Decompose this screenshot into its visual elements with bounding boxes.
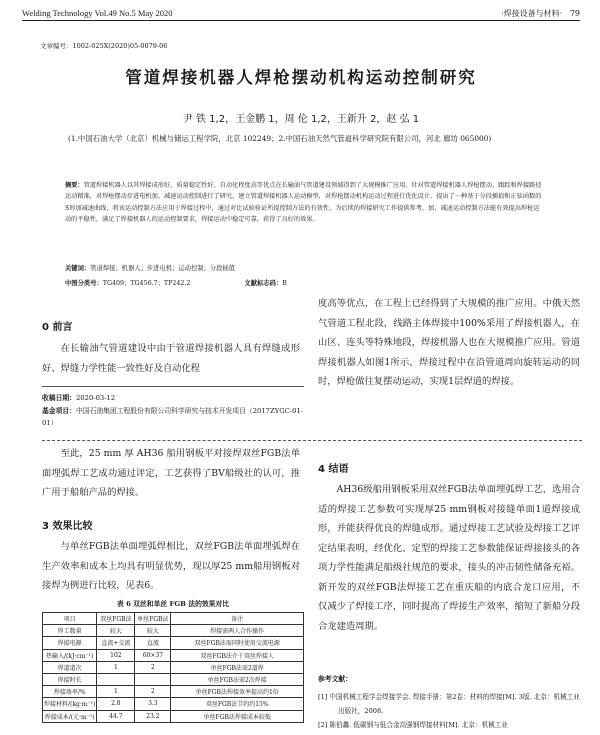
received-label: 收稿日期：: [42, 394, 76, 402]
right-top-text: [318, 294, 580, 392]
references-heading: 参考文献：: [318, 675, 352, 683]
section-and-page: [501, 8, 580, 19]
table-cell: 热输入/(kJ·cm⁻¹): [43, 649, 97, 661]
table-row: [43, 710, 304, 722]
page-number: 79: [569, 9, 580, 18]
table-row: [43, 637, 304, 649]
table-cell: 焊工数量: [43, 625, 97, 637]
table-cell: 23.2: [135, 710, 171, 722]
table-cell: 2: [135, 661, 171, 673]
table-cell: 焊接成本/(元·m⁻¹): [43, 710, 97, 722]
abstract-text: 管道焊接机器人以其焊接成形好、质量稳定性好、自动化程度高等优点在长输油气管道建设领域得到了大规模推广应用。针对管道焊接机器人焊枪摆动、跟踪和焊接路径运动精准，对焊枪摆动步进电机加、减速运动控制进行了研究。建立管道焊接机器人运动模型，对焊枪摆动机构运动过程进行优化设计，提出了一种基于分段插值和正弦函数的S形加减速曲线，将该运动控制方法应用于焊接过程中，通过对比试验验证所提控制方法的有效性，为后续的焊接研究工作提供参考，加、减速运动控制方法能有效提高焊枪运动的平稳性，满足了焊接机器人的运动控制要求，焊接运动中稳定可靠，获得了良好的效果。: [65, 182, 542, 224]
table-header-cell: 项目: [43, 613, 97, 625]
fund-text: 中国石油集团工程股份有限公司科学研究与技术开发项目（2017ZYGC-01-01）: [42, 406, 304, 427]
clc-text: TG409；TG456.7；TP242.2: [102, 280, 191, 287]
table-cell: 较大: [97, 625, 135, 637]
table-cell: 双丝FGB法节约约15%: [171, 698, 304, 710]
table-cell: 1: [97, 686, 135, 698]
table-cell: 双丝FGB法介于双丝焊接人: [171, 649, 304, 661]
reference-item: [1] 中国机械工程学会焊接学会. 焊接手册：第2卷：材料的焊接[M]. 3版. 北京：机械工业出版社，2008.: [318, 693, 580, 715]
keywords-text: 管道焊接；机器人；步进电机；运动控制；分段插值: [90, 265, 236, 272]
table-cell: 单丝FGB法需2次焊接: [171, 673, 304, 685]
article-number: 文章编号：1002-025X(2020)05-0079-06: [40, 42, 168, 50]
table-cell: 单丝FGB法需2道焊: [171, 661, 304, 673]
table-cell: 焊接电源: [43, 637, 97, 649]
table-row: [43, 661, 304, 673]
section-4: [318, 460, 580, 636]
section-0: [42, 318, 300, 378]
affiliation: (1.中国石油大学（北京）机械与储运工程学院，北京 102249；2.中国石油天然气管道科学研究院有限公司，河北 廊坊 065000): [68, 134, 492, 143]
table-cell: 1: [97, 661, 135, 673]
keywords-label: 关键词：: [65, 265, 91, 272]
table-header-cell: 单丝FGB法: [135, 613, 171, 625]
table-row: [43, 673, 304, 685]
table-row: [43, 649, 304, 661]
table-cell: 焊接时长: [43, 673, 97, 685]
keywords: [65, 263, 545, 272]
lower-left-text: [42, 444, 300, 503]
table-cell: 单丝FGB法焊接效率提高约1倍: [171, 686, 304, 698]
table-cell: 直流+交流: [97, 637, 135, 649]
fund-label: 基金项目：: [42, 406, 76, 415]
section-3-heading: 3 效果比较: [42, 521, 93, 532]
table-header-row: [43, 613, 304, 625]
table-cell: 102: [97, 649, 135, 661]
received-date: 2020-03-12: [75, 394, 116, 402]
table-row: [43, 625, 304, 637]
table-cell: 较大: [135, 625, 171, 637]
table-cell: 2: [135, 686, 171, 698]
table-cell: [97, 673, 135, 685]
table-header-cell: 双丝FGB法: [97, 613, 135, 625]
footnote-fund: [42, 386, 304, 430]
table-cell: 60×37: [135, 649, 171, 661]
right-top-paragraph: 度高等优点，在工程上已经得到了大规模的推广应用。中俄天然气管道工程北段，线路主体焊接中100%采用了焊接机器人，在山区、连头等特殊地段，焊接机器人也在大规模推广应用。管道焊接机器人如图1所示，焊接过程中在沿管道周向旋转运动的同时，焊枪做往复摆动运动，实现1层焊道的焊接。: [318, 298, 580, 387]
table-row: [43, 698, 304, 710]
section-0-heading: 0 前言: [42, 322, 73, 333]
section-4-paragraph: AH36级船用钢板采用双丝FGB法单面埋弧焊工艺，选用合适的焊接工艺参数可实现厚25 mm钢板对接缝单面1道焊接成形，并能获得优良的焊缝成形。通过焊接工艺试验及焊接工艺评定结果表明，经优化、定型的焊接工艺参数能保证焊接接头的各项力学性能满足船级社规范的要求，接头的冲击韧性储备充裕。新开发的双丝FGB法焊接工艺在重庆船的内底合龙口应用，不仅减少了焊接工序，同时提高了焊接生产效率，缩短了新船分段合龙建造周期。: [318, 484, 580, 632]
table-cell: 44.7: [97, 710, 135, 722]
paper-title: 管道焊接机器人焊枪摆动机构运动控制研究: [125, 68, 477, 87]
abstract: [65, 180, 545, 226]
section-0-paragraph: 在长输油气管道建设中由于管道焊接机器人具有焊缝成形好、焊缝力学性能一致性好及自动化程: [42, 343, 300, 374]
article-separator: [42, 440, 582, 441]
doc-code-label: 文献标志码：: [244, 280, 283, 287]
classification: [65, 278, 545, 287]
clc-label: 中图分类号：: [65, 280, 103, 287]
reference-item: [2] 陈伯蠡. 低碳钢与低合金高强钢焊接材料[M]. 北京：机械工业: [318, 721, 508, 729]
header-rule: [22, 20, 580, 21]
table-cell: 焊接效率/%: [43, 686, 97, 698]
section-3-paragraph: 与单丝FGB法单面埋弧焊相比，双丝FGB法单面埋弧焊在生产效率和成本上均具有明显优势，现以厚25 mm船用钢板对接焊为例进行比较，见表6。: [42, 541, 300, 591]
section-4-heading: 4 结语: [318, 464, 349, 475]
table-cell: 焊接材料/(kg·m⁻¹): [43, 698, 97, 710]
table-cell: 2.8: [97, 698, 135, 710]
table-6: [42, 612, 304, 723]
table-cell: 直流: [135, 637, 171, 649]
table-cell: 焊道道次: [43, 661, 97, 673]
table-6-caption: 表 6 双丝和单丝 FGB 法的效果对比: [116, 600, 230, 608]
table-row: [43, 686, 304, 698]
section-3: [42, 517, 300, 596]
section-label: ·焊接设备与材料·: [501, 9, 563, 18]
abstract-label: 摘要：: [65, 182, 84, 189]
table-cell: 单丝FGB法焊接成本较低: [171, 710, 304, 722]
table-cell: 双丝FGB法需同时使用交流电源: [171, 637, 304, 649]
doc-code: B: [282, 280, 287, 287]
table-cell: 焊接需两人合作操作: [171, 625, 304, 637]
table-header-cell: 备注: [171, 613, 304, 625]
table-cell: 3.3: [135, 698, 171, 710]
table-cell: [135, 673, 171, 685]
journal-info: Welding Technology Vol.49 No.5 May 2020: [22, 8, 173, 18]
author-list: 尹 铁 1,2，王金鹏 1，周 伦 1,2，王新升 2，赵 弘 1: [182, 114, 420, 125]
reference-list: [318, 690, 580, 732]
lower-left-paragraph: 至此，25 mm 厚 AH36 船用钢板平对接焊双丝FGB法单面埋弧焊工艺成功通过评定，工艺获得了BV船级社的认可，推广用于船舶产品的焊接。: [42, 448, 300, 498]
